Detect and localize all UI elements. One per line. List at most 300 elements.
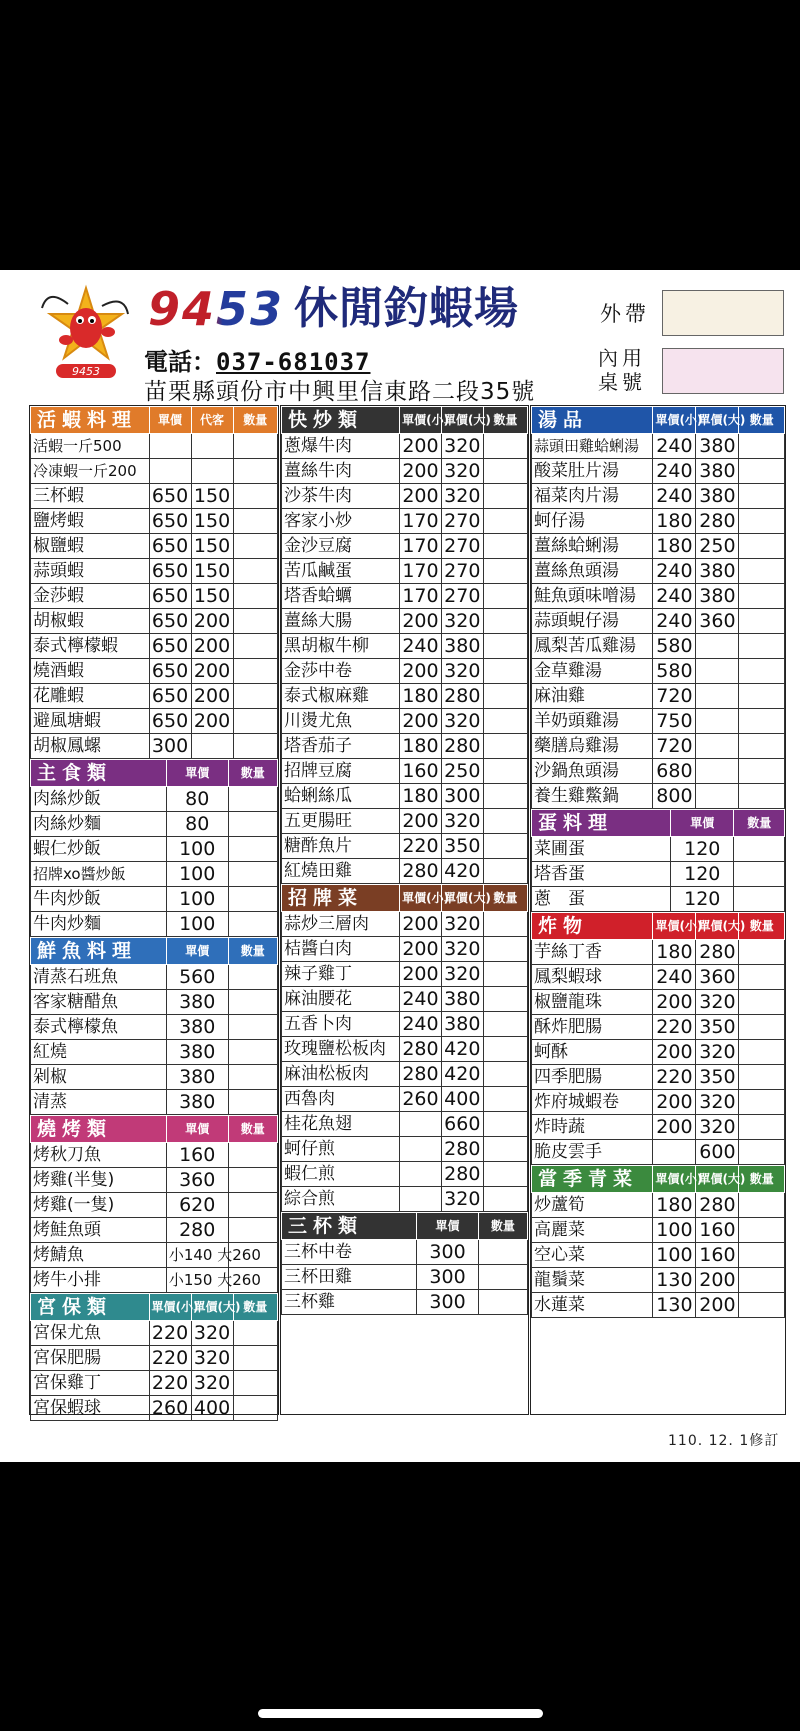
quantity-cell[interactable]	[228, 887, 277, 912]
menu-item-row[interactable]	[282, 484, 528, 509]
menu-item-row[interactable]	[31, 709, 278, 734]
quantity-cell[interactable]	[483, 962, 527, 987]
quantity-cell[interactable]	[483, 912, 527, 937]
quantity-cell[interactable]	[483, 609, 527, 634]
quantity-cell[interactable]	[739, 709, 785, 734]
menu-item-row[interactable]	[282, 659, 528, 684]
menu-item-row[interactable]	[31, 1396, 278, 1421]
item-price: 200	[653, 1040, 696, 1065]
quantity-cell[interactable]	[483, 1062, 527, 1087]
item-name: 川燙尤魚	[282, 709, 400, 734]
item-price: 200	[400, 459, 442, 484]
item-price-2: 150	[191, 559, 233, 584]
quantity-cell[interactable]	[233, 709, 277, 734]
item-price-2: 320	[696, 1040, 739, 1065]
quantity-cell[interactable]	[483, 634, 527, 659]
menu-item-row[interactable]	[532, 862, 785, 887]
menu-section-grill	[30, 1115, 278, 1293]
menu-item-row[interactable]	[532, 684, 785, 709]
menu-item-row[interactable]	[31, 434, 278, 459]
item-price-2	[696, 684, 739, 709]
menu-item-row[interactable]	[532, 734, 785, 759]
menu-item-row[interactable]	[31, 509, 278, 534]
quantity-cell[interactable]	[739, 609, 785, 634]
quantity-cell[interactable]	[233, 634, 277, 659]
quantity-cell[interactable]	[739, 659, 785, 684]
quantity-cell[interactable]	[483, 1037, 527, 1062]
menu-item-row[interactable]	[282, 509, 528, 534]
item-price-2	[191, 734, 233, 759]
quantity-cell[interactable]	[233, 609, 277, 634]
item-price-2: 400	[441, 1087, 483, 1112]
menu-item-row[interactable]	[31, 990, 278, 1015]
menu-item-row[interactable]	[282, 1187, 528, 1212]
menu-section-stirfry	[281, 406, 528, 884]
section-header	[282, 1213, 528, 1240]
item-price: 240	[653, 459, 696, 484]
menu-item-row[interactable]	[532, 887, 785, 912]
menu-item-row[interactable]	[31, 1193, 278, 1218]
quantity-cell[interactable]	[739, 534, 785, 559]
quantity-cell[interactable]	[739, 1193, 785, 1218]
column-header: 數量	[739, 913, 785, 940]
quantity-cell[interactable]	[739, 1090, 785, 1115]
menu-item-row[interactable]	[282, 584, 528, 609]
section-title: 湯品	[532, 407, 653, 434]
menu-item-row[interactable]	[282, 834, 528, 859]
menu-item-row[interactable]	[282, 709, 528, 734]
item-price-2	[191, 434, 233, 459]
quantity-cell[interactable]	[739, 940, 785, 965]
menu-item-row[interactable]	[532, 990, 785, 1015]
quantity-cell[interactable]	[483, 434, 527, 459]
item-price-2: 270	[441, 509, 483, 534]
quantity-cell[interactable]	[739, 1065, 785, 1090]
menu-item-row[interactable]	[532, 534, 785, 559]
quantity-cell[interactable]	[233, 659, 277, 684]
quantity-cell[interactable]	[483, 709, 527, 734]
quantity-cell[interactable]	[228, 1040, 277, 1065]
quantity-cell[interactable]	[483, 584, 527, 609]
column-header: 數量	[478, 1213, 527, 1240]
menu-item-row[interactable]	[31, 734, 278, 759]
menu-item-row[interactable]	[31, 609, 278, 634]
item-name: 冷凍蝦一斤200	[31, 459, 150, 484]
menu-item-row[interactable]	[31, 559, 278, 584]
menu-item-row[interactable]	[282, 684, 528, 709]
item-price: 650	[149, 534, 191, 559]
item-name: 燒酒蝦	[31, 659, 150, 684]
item-name: 空心菜	[532, 1243, 653, 1268]
menu-item-row[interactable]	[31, 887, 278, 912]
quantity-cell[interactable]	[483, 684, 527, 709]
quantity-cell[interactable]	[739, 1140, 785, 1165]
menu-item-row[interactable]	[532, 1065, 785, 1090]
quantity-cell[interactable]	[228, 1218, 277, 1243]
menu-item-row[interactable]	[31, 1090, 278, 1115]
item-name: 酥炸肥腸	[532, 1015, 653, 1040]
item-name: 鳳梨蝦球	[532, 965, 653, 990]
menu-item-row[interactable]	[282, 937, 528, 962]
menu-item-row[interactable]	[31, 1168, 278, 1193]
menu-item-row[interactable]	[31, 1243, 278, 1268]
menu-item-row[interactable]	[282, 609, 528, 634]
item-price: 120	[671, 837, 734, 862]
section-title: 蛋料理	[532, 810, 671, 837]
quantity-cell[interactable]	[739, 1293, 785, 1318]
item-price: 220	[149, 1371, 191, 1396]
item-name: 紅燒	[31, 1040, 167, 1065]
quantity-cell[interactable]	[739, 1015, 785, 1040]
item-price-2: 400	[191, 1396, 233, 1421]
quantity-cell[interactable]	[483, 1112, 527, 1137]
quantity-cell[interactable]	[483, 484, 527, 509]
menu-item-row[interactable]	[532, 634, 785, 659]
quantity-cell[interactable]	[739, 1218, 785, 1243]
item-price: 200	[400, 484, 442, 509]
column-header: 單價(小)	[149, 1294, 191, 1321]
item-name: 蒜頭蝦	[31, 559, 150, 584]
item-price: 240	[653, 559, 696, 584]
menu-item-row[interactable]	[31, 1040, 278, 1065]
menu-item-row[interactable]	[532, 965, 785, 990]
menu-item-row[interactable]	[282, 962, 528, 987]
item-price: 300	[417, 1290, 479, 1315]
item-price-2: 380	[696, 584, 739, 609]
item-price: 170	[400, 584, 442, 609]
item-price: 100	[166, 912, 228, 937]
quantity-cell[interactable]	[739, 965, 785, 990]
menu-item-row[interactable]	[282, 1037, 528, 1062]
menu-item-row[interactable]	[282, 459, 528, 484]
menu-item-row[interactable]	[532, 609, 785, 634]
menu-item-row[interactable]	[282, 1265, 528, 1290]
section-header	[532, 810, 785, 837]
quantity-cell[interactable]	[739, 509, 785, 534]
item-price: 240	[400, 1012, 442, 1037]
item-name: 苦瓜鹹蛋	[282, 559, 400, 584]
column-header: 單價	[166, 1116, 228, 1143]
item-price-2: 380	[696, 459, 739, 484]
quantity-cell[interactable]	[233, 1321, 277, 1346]
menu-item-row[interactable]	[31, 1371, 278, 1396]
column-header: 代客	[191, 407, 233, 434]
item-price	[400, 1112, 442, 1137]
item-price: 200	[653, 1090, 696, 1115]
item-price: 100	[166, 862, 228, 887]
menu-item-row[interactable]	[532, 659, 785, 684]
quantity-cell[interactable]	[233, 534, 277, 559]
menu-item-row[interactable]	[31, 684, 278, 709]
menu-item-row[interactable]	[282, 987, 528, 1012]
menu-item-row[interactable]	[282, 1062, 528, 1087]
quantity-cell[interactable]	[233, 1371, 277, 1396]
quantity-cell[interactable]	[483, 809, 527, 834]
item-name: 蚵仔煎	[282, 1137, 400, 1162]
column-header: 數量	[228, 938, 277, 965]
quantity-cell[interactable]	[739, 684, 785, 709]
menu-item-row[interactable]	[532, 559, 785, 584]
item-price-2: 300	[441, 784, 483, 809]
menu-item-row[interactable]	[31, 1346, 278, 1371]
menu-item-row[interactable]	[532, 759, 785, 784]
column-header: 數量	[739, 407, 785, 434]
menu-item-row[interactable]	[532, 1015, 785, 1040]
quantity-cell[interactable]	[478, 1265, 527, 1290]
menu-item-row[interactable]	[532, 1268, 785, 1293]
item-price-2: 280	[696, 1193, 739, 1218]
item-price: 100	[653, 1243, 696, 1268]
quantity-cell[interactable]	[233, 459, 277, 484]
quantity-cell[interactable]	[228, 812, 277, 837]
quantity-cell[interactable]	[233, 484, 277, 509]
quantity-cell[interactable]	[739, 1243, 785, 1268]
menu-item-row[interactable]	[282, 1137, 528, 1162]
menu-item-row[interactable]	[31, 912, 278, 937]
quantity-cell[interactable]	[228, 837, 277, 862]
item-price-2: 280	[441, 734, 483, 759]
quantity-cell[interactable]	[739, 1040, 785, 1065]
quantity-cell[interactable]	[739, 784, 785, 809]
menu-item-row[interactable]	[31, 1268, 278, 1293]
quantity-cell[interactable]	[483, 1087, 527, 1112]
column-header: 單價(小)	[653, 913, 696, 940]
item-name: 椒鹽龍珠	[532, 990, 653, 1015]
item-price-2: 150	[191, 584, 233, 609]
item-name: 玫瑰鹽松板肉	[282, 1037, 400, 1062]
menu-item-row[interactable]	[31, 659, 278, 684]
menu-section-veg	[531, 1165, 785, 1318]
menu-item-row[interactable]	[31, 862, 278, 887]
quantity-cell[interactable]	[483, 784, 527, 809]
quantity-cell[interactable]	[483, 659, 527, 684]
item-price-2: 250	[696, 534, 739, 559]
menu-item-row[interactable]	[282, 1240, 528, 1265]
quantity-cell[interactable]	[478, 1290, 527, 1315]
menu-item-row[interactable]	[532, 434, 785, 459]
menu-item-row[interactable]	[282, 784, 528, 809]
item-price: 650	[149, 659, 191, 684]
item-price: 200	[400, 659, 442, 684]
quantity-cell[interactable]	[233, 1396, 277, 1421]
menu-item-row[interactable]	[282, 559, 528, 584]
menu-item-row[interactable]	[532, 484, 785, 509]
item-name: 高麗菜	[532, 1218, 653, 1243]
menu-item-row[interactable]	[282, 1112, 528, 1137]
item-name: 薑絲蛤蜊湯	[532, 534, 653, 559]
item-price-2: 380	[696, 559, 739, 584]
quantity-cell[interactable]	[233, 559, 277, 584]
menu-item-row[interactable]	[532, 584, 785, 609]
menu-item-row[interactable]	[532, 1115, 785, 1140]
menu-item-row[interactable]	[532, 1140, 785, 1165]
menu-item-row[interactable]	[31, 584, 278, 609]
takeout-field[interactable]	[662, 290, 784, 336]
column-header: 數量	[734, 810, 785, 837]
menu-item-row[interactable]	[282, 859, 528, 884]
quantity-cell[interactable]	[233, 684, 277, 709]
menu-item-row[interactable]	[31, 634, 278, 659]
quantity-cell[interactable]	[233, 1346, 277, 1371]
quantity-cell[interactable]	[228, 862, 277, 887]
quantity-cell[interactable]	[483, 1162, 527, 1187]
quantity-cell[interactable]	[739, 634, 785, 659]
menu-item-row[interactable]	[31, 787, 278, 812]
menu-item-row[interactable]	[282, 1290, 528, 1315]
menu-item-row[interactable]	[31, 1218, 278, 1243]
item-price: 380	[166, 1090, 228, 1115]
item-price	[400, 1187, 442, 1212]
section-title: 炸物	[532, 913, 653, 940]
menu-item-row[interactable]	[31, 534, 278, 559]
item-price: 220	[400, 834, 442, 859]
section-header	[31, 1294, 278, 1321]
quantity-cell[interactable]	[739, 559, 785, 584]
quantity-cell[interactable]	[228, 1193, 277, 1218]
item-name: 紅燒田雞	[282, 859, 400, 884]
menu-item-row[interactable]	[31, 1143, 278, 1168]
item-price: 200	[400, 709, 442, 734]
quantity-cell[interactable]	[739, 990, 785, 1015]
item-name: 沙茶牛肉	[282, 484, 400, 509]
menu-item-row[interactable]	[532, 509, 785, 534]
menu-item-row[interactable]	[31, 1065, 278, 1090]
quantity-cell[interactable]	[739, 434, 785, 459]
menu-item-row[interactable]	[282, 809, 528, 834]
menu-item-row[interactable]	[532, 459, 785, 484]
item-price: 小150 大260	[166, 1268, 228, 1293]
item-price: 180	[400, 734, 442, 759]
quantity-cell[interactable]	[233, 584, 277, 609]
item-name: 宮保尤魚	[31, 1321, 150, 1346]
menu-item-row[interactable]	[282, 734, 528, 759]
quantity-cell[interactable]	[734, 862, 785, 887]
item-name: 麻油松板肉	[282, 1062, 400, 1087]
quantity-cell[interactable]	[483, 859, 527, 884]
item-price-2: 420	[441, 1037, 483, 1062]
quantity-cell[interactable]	[228, 1090, 277, 1115]
quantity-cell[interactable]	[734, 887, 785, 912]
quantity-cell[interactable]	[233, 509, 277, 534]
menu-item-row[interactable]	[532, 1090, 785, 1115]
quantity-cell[interactable]	[228, 787, 277, 812]
quantity-cell[interactable]	[483, 937, 527, 962]
menu-item-row[interactable]	[31, 837, 278, 862]
menu-item-row[interactable]	[31, 484, 278, 509]
menu-item-row[interactable]	[532, 1293, 785, 1318]
quantity-cell[interactable]	[483, 987, 527, 1012]
quantity-cell[interactable]	[228, 1015, 277, 1040]
column-header: 單價(小)	[653, 407, 696, 434]
quantity-cell[interactable]	[483, 734, 527, 759]
menu-item-row[interactable]	[282, 1012, 528, 1037]
menu-item-row[interactable]	[532, 1193, 785, 1218]
column-header: 單價(大)	[441, 885, 483, 912]
item-price-2: 320	[696, 1115, 739, 1140]
quantity-cell[interactable]	[739, 459, 785, 484]
column-header: 單價(大)	[441, 407, 483, 434]
item-name: 麻油腰花	[282, 987, 400, 1012]
menu-section-live_shrimp	[30, 406, 278, 759]
quantity-cell[interactable]	[739, 1268, 785, 1293]
quantity-cell[interactable]	[233, 434, 277, 459]
menu-item-row[interactable]	[282, 912, 528, 937]
menu-item-row[interactable]	[532, 1040, 785, 1065]
quantity-cell[interactable]	[483, 1137, 527, 1162]
menu-item-row[interactable]	[282, 434, 528, 459]
quantity-cell[interactable]	[483, 759, 527, 784]
menu-item-row[interactable]	[31, 459, 278, 484]
item-name: 菜圃蛋	[532, 837, 671, 862]
quantity-cell[interactable]	[478, 1240, 527, 1265]
quantity-cell[interactable]	[228, 912, 277, 937]
menu-item-row[interactable]	[31, 965, 278, 990]
item-price: 380	[166, 1065, 228, 1090]
phone-line	[144, 342, 371, 377]
column-header: 數量	[228, 1116, 277, 1143]
item-price-2: 420	[441, 1062, 483, 1087]
quantity-cell[interactable]	[483, 1012, 527, 1037]
item-name: 綜合煎	[282, 1187, 400, 1212]
menu-item-row[interactable]	[282, 759, 528, 784]
quantity-cell[interactable]	[228, 990, 277, 1015]
quantity-cell[interactable]	[739, 584, 785, 609]
menu-item-row[interactable]	[532, 1218, 785, 1243]
item-name: 蒜頭蜆仔湯	[532, 609, 653, 634]
quantity-cell[interactable]	[483, 509, 527, 534]
column-header: 單價	[166, 760, 228, 787]
menu-item-row[interactable]	[282, 634, 528, 659]
item-price-2: 200	[191, 609, 233, 634]
menu-item-row[interactable]	[31, 1015, 278, 1040]
item-price: 120	[671, 862, 734, 887]
table-number-field[interactable]	[662, 348, 784, 394]
column-header: 單價(大)	[696, 407, 739, 434]
quantity-cell[interactable]	[228, 1168, 277, 1193]
menu-item-row[interactable]	[31, 1321, 278, 1346]
menu-item-row[interactable]	[532, 1243, 785, 1268]
menu-item-row[interactable]	[532, 940, 785, 965]
quantity-cell[interactable]	[739, 484, 785, 509]
quantity-cell[interactable]	[483, 1187, 527, 1212]
quantity-cell[interactable]	[228, 965, 277, 990]
item-name: 客家小炒	[282, 509, 400, 534]
menu-item-row[interactable]	[532, 784, 785, 809]
quantity-cell[interactable]	[228, 1143, 277, 1168]
menu-item-row[interactable]	[282, 1087, 528, 1112]
quantity-cell[interactable]	[734, 837, 785, 862]
menu-item-row[interactable]	[282, 1162, 528, 1187]
quantity-cell[interactable]	[483, 834, 527, 859]
quantity-cell[interactable]	[483, 534, 527, 559]
menu-item-row[interactable]	[532, 837, 785, 862]
quantity-cell[interactable]	[483, 459, 527, 484]
home-indicator[interactable]	[258, 1709, 543, 1718]
item-price: 800	[653, 784, 696, 809]
section-title: 燒烤類	[31, 1116, 167, 1143]
quantity-cell[interactable]	[739, 1115, 785, 1140]
menu-item-row[interactable]	[532, 709, 785, 734]
menu-item-row[interactable]	[31, 812, 278, 837]
quantity-cell[interactable]	[483, 559, 527, 584]
menu-item-row[interactable]	[282, 534, 528, 559]
column-header: 數量	[739, 1166, 785, 1193]
quantity-cell[interactable]	[228, 1065, 277, 1090]
menu-column-2	[280, 405, 529, 1415]
quantity-cell[interactable]	[233, 734, 277, 759]
quantity-cell[interactable]	[739, 734, 785, 759]
quantity-cell[interactable]	[739, 759, 785, 784]
